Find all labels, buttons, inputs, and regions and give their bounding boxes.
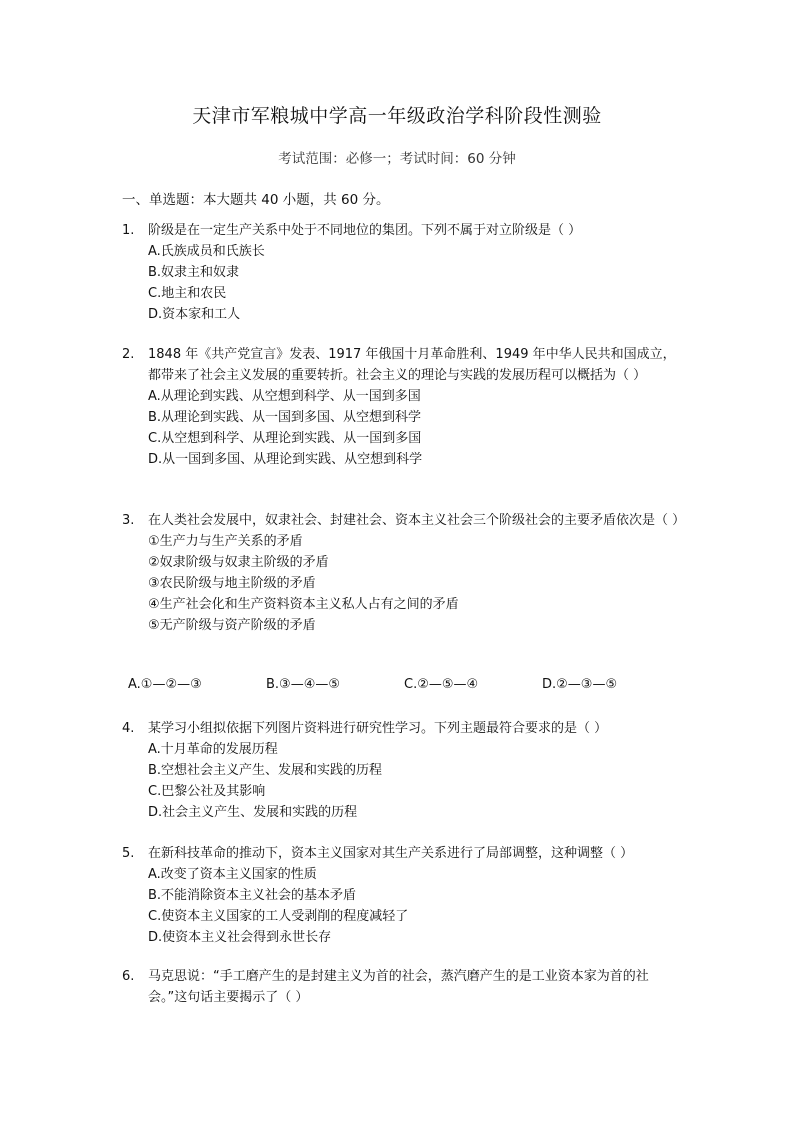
section-heading: 一、单选题：本大题共 40 小题，共 60 分。: [122, 192, 390, 208]
question-2: [122, 344, 682, 470]
question-5: [122, 843, 682, 948]
page-title: 天津市军粮城中学高一年级政治学科阶段性测验: [192, 105, 602, 127]
statement-3: ③农民阶级与地主阶级的矛盾: [148, 576, 316, 591]
option-b: B.空想社会主义产生、发展和实践的历程: [148, 763, 383, 778]
question-4: [122, 718, 682, 823]
question-number: 3.: [122, 513, 135, 528]
option-b: B.不能消除资本主义社会的基本矛盾: [148, 888, 357, 903]
question-stem: 某学习小组拟依据下列图片资料进行研究性学习。下列主题最符合要求的是（ ）: [148, 721, 608, 736]
option-c: C.巴黎公社及其影响: [148, 784, 266, 799]
option-c: C.地主和农民: [148, 286, 227, 301]
question-number: 4.: [122, 721, 135, 736]
choice-c: C.②—⑤—④: [404, 677, 479, 692]
question-stem: 1848 年《共产党宣言》发表、1917 年俄国十月革命胜利、1949 年中华人民共和国成立，都带来了社会主义发展的重要转折。社会主义的理论与实践的发展历程可以概括为（ ）: [148, 347, 676, 383]
choice-a: A.①—②—③: [128, 677, 202, 692]
choice-d: D.②—③—⑤: [542, 677, 618, 692]
question-stem: 在新科技革命的推动下，资本主义国家对其生产关系进行了局部调整，这种调整（ ）: [148, 846, 634, 861]
option-a: A.从理论到实践、从空想到科学、从一国到多国: [148, 389, 421, 404]
question-number: 2.: [122, 347, 135, 362]
option-d: D.从一国到多国、从理论到实践、从空想到科学: [148, 452, 423, 467]
question-3-choices: [128, 677, 688, 692]
option-a: A.十月革命的发展历程: [148, 742, 278, 757]
question-stem: 在人类社会发展中，奴隶社会、封建社会、资本主义社会三个阶级社会的主要矛盾依次是（ ）: [148, 513, 686, 528]
option-a: A.氏族成员和氏族长: [148, 244, 265, 259]
question-3: [122, 510, 686, 636]
statement-1: ①生产力与生产关系的矛盾: [148, 534, 303, 549]
exam-info: 考试范围：必修一；考试时间：60 分钟: [278, 151, 516, 167]
question-number: 5.: [122, 846, 135, 861]
choice-b: B.③—④—⑤: [266, 677, 341, 692]
statement-4: ④生产社会化和生产资料资本主义私人占有之间的矛盾: [148, 597, 459, 612]
question-6: [122, 966, 682, 1008]
option-d: D.社会主义产生、发展和实践的历程: [148, 805, 358, 820]
question-number: 6.: [122, 969, 135, 984]
option-d: D.使资本主义社会得到永世长存: [148, 930, 332, 945]
option-b: B.从理论到实践、从一国到多国、从空想到科学: [148, 410, 422, 425]
statement-2: ②奴隶阶级与奴隶主阶级的矛盾: [148, 555, 329, 570]
question-1: [122, 220, 682, 325]
question-stem: 阶级是在一定生产关系中处于不同地位的集团。下列不属于对立阶级是（ ）: [148, 223, 582, 238]
option-b: B.奴隶主和奴隶: [148, 265, 240, 280]
option-c: C.从空想到科学、从理论到实践、从一国到多国: [148, 431, 422, 446]
option-c: C.使资本主义国家的工人受剥削的程度减轻了: [148, 909, 409, 924]
question-number: 1.: [122, 223, 135, 238]
statement-5: ⑤无产阶级与资产阶级的矛盾: [148, 618, 316, 633]
question-stem: 马克思说：“手工磨产生的是封建主义为首的社会，蒸汽磨产生的是工业资本家为首的社会。”这句话主要揭示了（ ）: [148, 969, 649, 1005]
option-a: A.改变了资本主义国家的性质: [148, 867, 317, 882]
option-d: D.资本家和工人: [148, 307, 241, 322]
